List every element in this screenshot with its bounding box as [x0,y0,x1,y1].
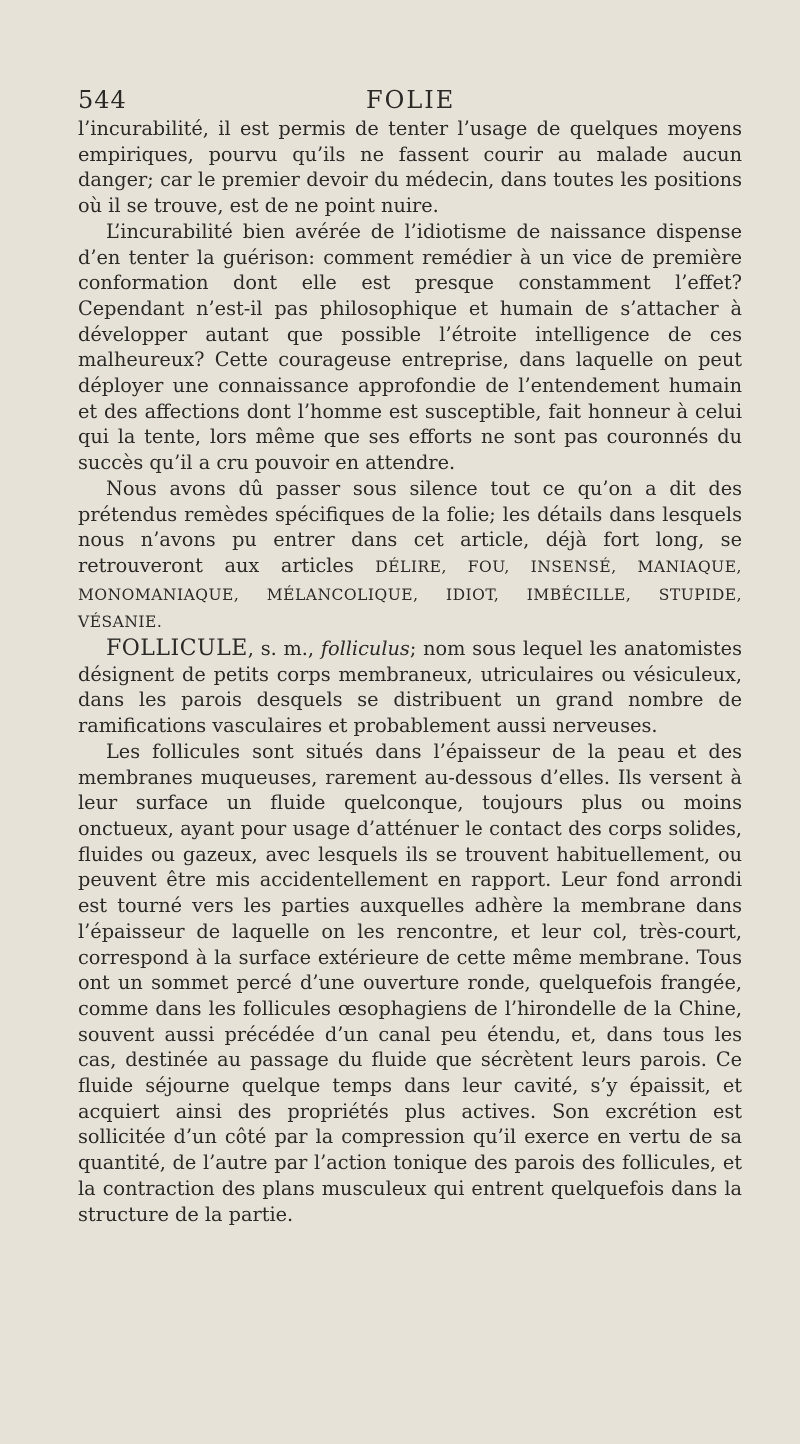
entry-latin-term: folliculus [320,637,410,661]
paragraph-follicules: Les follicules sont situés dans l’épaisseur de la peau et des membranes muqueuses, rarement au-dessous d’elles. Ils versent à leur surface un fluide quelconque, toujours plus ou moins onctueux, ayant pour usage d’atténuer le contact des corps solides, fluides ou gazeux, avec lesquels ils se trouvent habituellement, ou peuvent être mis accidentellement en rapport. Leur fond arrondi est tourné vers les parties auxquelles adhère la membrane dans l’épaisseur de laquelle on les rencontre, et leur col, très-court, correspond à la surface extérieure de cette même membrane. Tous ont un sommet percé d’une ouverture ronde, quelquefois frangée, comme dans les follicules œsophagiens de l’hirondelle de la Chine, souvent aussi précédée d’un canal peu étendu, et, dans tous les cas, destinée au passage du fluide que sécrètent leurs parois. Ce fluide séjourne quelque temps dans leur cavité, s’y épaissit, et acquiert ainsi des propriétés plus actives. Son excrétion est sollicitée d’un côté par la compression qu’il exerce en vertu de sa quantité, de l’autre par l’action tonique des parois des follicules, et la contraction des plans musculeux qui entrent quelquefois dans la structure de la partie. [78,739,742,1226]
body-text [78,116,742,1227]
paragraph-idiotisme: L’incurabilité bien avérée de l’idiotisme de naissance dispense d’en tenter la guérison: comment remédier à un vice de première conformation dont elle est presque constamment l’effet? Cependant n’est-il pas philosophique et humain de s’attacher à développer autant que possible l’étroite intelligence de ces malheureux? Cette courageuse entreprise, dans laquelle on peut déployer une connaissance approfondie de l’entendement humain et des affections dont l’homme est susceptible, fait honneur à celui qui la tente, lors même que ses efforts ne sont pas couronnés du succès qu’il a cru pouvoir en attendre. [78,219,742,475]
paragraph-continuation: l’incurabilité, il est permis de tenter l’usage de quelques moyens empiriques, pourvu qu’ils ne fassent courir au malade aucun danger; car le premier devoir du médecin, dans toutes les positions où il se trouve, est de ne point nuire. [78,117,742,218]
running-head [78,86,742,116]
paragraph-remedes [78,476,742,636]
entry-headword: FOLLICULE [106,636,248,662]
running-title: FOLIE [366,86,456,114]
entry-definition: ; nom sous lequel les anatomistes désignent de petits corps membraneux, utriculaires ou vésiculeux, dans les parois desquels se distribuent un grand nombre de ramifications vasculaires et probablement aussi nerveuses. [78,637,742,738]
entry-follicule [78,636,742,739]
remedes-text: Nous avons dû passer sous silence tout ce qu’on a dit des prétendus remèdes spécifiques de la folie; les détails dans lesquels nous n’avons pu entrer dans cet article, déjà fort long, se retrouveront aux articles [78,476,742,577]
entry-grammar: , s. m., [247,637,321,661]
page-number: 544 [78,86,127,114]
cross-references: DÉLIRE, FOU, INSENSÉ, MANIAQUE, MONOMANIAQUE, MÉLANCOLIQUE, IDIOT, IMBÉCILLE, STUPIDE, VÉSANIE. [78,557,742,632]
